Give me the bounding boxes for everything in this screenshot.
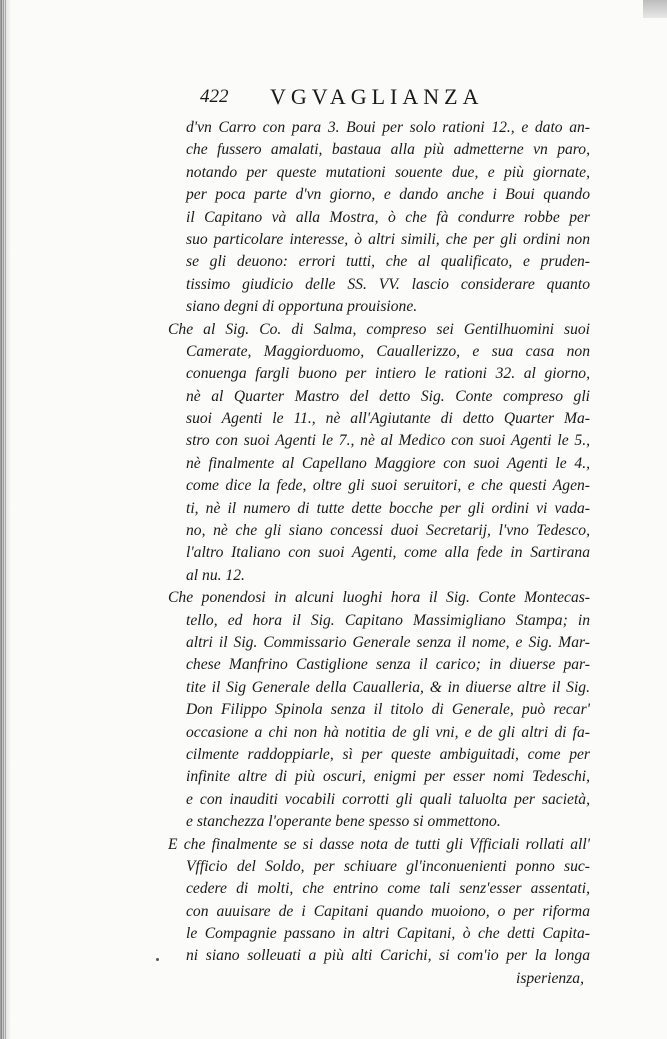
body-text [168,117,590,990]
page-number: 422 [200,86,229,107]
text-line: stro con suoi Agenti le 7., nè al Medico con suoi Agenti le 5., [186,432,590,450]
text-line: no, nè che gli siano concessi duoi Secretarij, l'vno Tedesco, [186,522,590,540]
text-line: notando per queste mutationi souente due, e più giornate, [186,163,590,181]
text-line: cedere di molti, che entrino come tali senz'esser assentati, [186,880,590,898]
text-line: come dice la fede, oltre gli suoi seruitori, e che questi Agen- [186,477,590,495]
text-line: tite il Sig Generale della Caualleria, & in diuerse altre il Sig. [186,678,590,696]
text-line: Vfficio del Soldo, per schiuare gl'inconuenienti ponno suc- [186,857,590,875]
text-line: suo particolare interesse, ò altri simili, che per gli ordini non [186,230,590,248]
text-line: infinite altre di più oscuri, enigmi per esser nomi Tedeschi, [186,768,590,786]
text-line: e con inauditi vocabili corrotti gli quali taluolta per sacietà, [186,790,590,808]
paragraph-first-line: E che finalmente se si dasse nota de tutti gli Vfficiali rollati all' [168,835,590,853]
text-line: per poca parte d'vn giorno, e dando anche i Boui quando [186,186,590,204]
text-line: con auuisare de i Capitani quando muoiono, o per riforma [186,902,590,920]
text-line: ti, nè il numero di tutte dette bocche per gli ordini vi vada- [186,499,590,517]
text-line: siano degni di opportuna prouisione. [186,298,418,316]
paragraph-first-line: Che al Sig. Co. di Salma, compreso sei Gentilhuomini suoi [168,320,590,338]
text-line: cilmente raddoppiarle, sì per queste ambiguitadi, come per [186,745,590,763]
text-line: ni siano solleuati a più alti Carichi, si com'io per la longa [186,947,590,965]
running-title: VGVAGLIANZA [270,84,484,109]
text-line: il Capitano và alla Mostra, ò che fà condurre robbe per [186,208,590,226]
scan-corner-shadow [643,0,667,18]
running-header [200,84,530,112]
text-line: al nu. 12. [186,566,245,584]
text-line: se gli deuono: errori tutti, che al qualificato, e pruden- [186,253,590,271]
text-line: le Compagnie passano in altri Capitani, ò che detti Capita- [186,925,590,943]
text-line: chese Manfrino Castiglione senza il carico; in diuerse par- [186,656,590,674]
text-line: Don Filippo Spinola senza il titolo di Generale, può recar' [186,701,590,719]
text-line: tello, ed hora il Sig. Capitano Massimigliano Stampa; in [186,611,590,629]
text-line: nè finalmente al Capellano Maggiore con suoi Agenti le 4., [186,454,590,472]
text-line: tissimo giudicio delle SS. VV. lascio considerare quanto [186,275,590,293]
text-line: conuenga fargli buono per intiero le rationi 32. al giorno, [186,365,590,383]
text-line: d'vn Carro con para 3. Boui per solo rationi 12., e dato an- [186,119,590,136]
scan-speck [156,958,159,961]
text-line: e stanchezza l'operante bene spesso si ommettono. [186,813,501,831]
page-edge-leaves [1,0,6,1039]
text-line: nè al Quarter Mastro del detto Sig. Conte compreso gli [186,387,590,405]
text-line: Camerate, Maggiorduomo, Cauallerizzo, e sua casa non [186,342,590,360]
text-line: che fussero amalati, bastaua alla più admetterne vn paro, [186,141,590,159]
text-line: occasione a chi non hà notitia de gli vni, e de gli altri di fa- [186,723,590,741]
text-line: l'altro Italiano con suoi Agenti, come alla fede in Sartirana [186,544,590,562]
catchword: isperienza, [515,969,584,987]
text-line: altri il Sig. Commissario Generale senza il nome, e Sig. Mar- [186,633,590,651]
text-line: suoi Agenti le 11., nè all'Agiutante di detto Quarter Ma- [186,410,590,428]
paragraph-first-line: Che ponendosi in alcuni luoghi hora il Sig. Conte Montecas- [168,589,590,607]
